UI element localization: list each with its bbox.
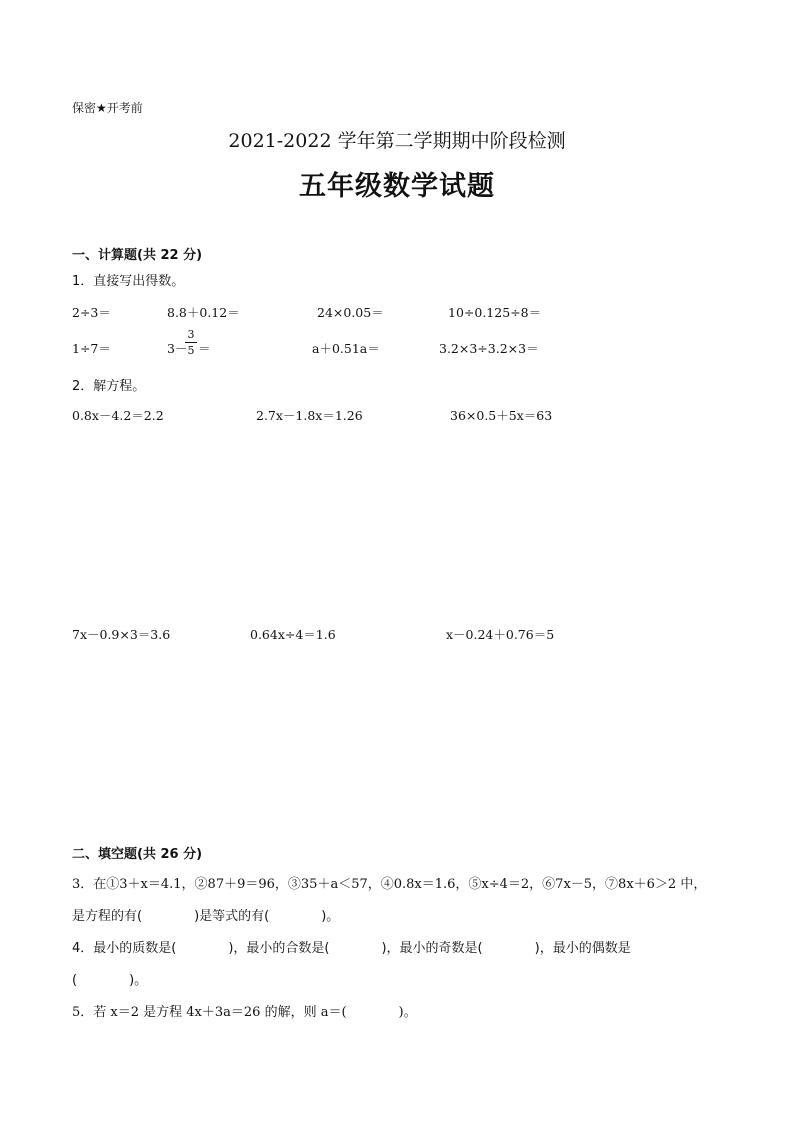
fraction-numerator: 3 [187, 328, 195, 341]
q2-equation-2: 2.7x－1.8x＝1.26 [256, 408, 363, 423]
question-4-line-2: ( )。 [72, 973, 148, 988]
q2-equation-3: 36×0.5＋5x＝63 [450, 408, 553, 423]
q2-equation-6: x－0.24＋0.76＝5 [446, 627, 555, 642]
q1-expr-8: 3.2×3÷3.2×3＝ [439, 341, 539, 356]
section-1-heading: 一、计算题(共 22 分) [72, 248, 203, 263]
fraction-denominator: 5 [187, 344, 195, 357]
q1-expr-6: 3－ [167, 341, 188, 356]
section-2-heading: 二、填空题(共 26 分) [72, 847, 203, 862]
q1-expr-3: 24×0.05＝ [317, 305, 384, 320]
question-1-prompt: 1．直接写出得数。 [72, 274, 185, 289]
question-2-prompt: 2．解方程。 [72, 379, 146, 394]
fraction-bar [185, 342, 197, 343]
q1-expr-7: a＋0.51a＝ [312, 341, 380, 356]
question-3-line-1: 3．在①3＋x＝4.1，②87＋9＝96，③35＋a＜57，④0.8x＝1.6，⑤x÷4＝2，⑥7x－5，⑦8x＋6＞2 中， [72, 877, 707, 892]
question-5-line-1: 5．若 x＝2 是方程 4x＋3a＝26 的解，则 a＝( )。 [72, 1005, 417, 1020]
q1-expr-2: 8.8＋0.12＝ [167, 305, 240, 320]
q2-equation-4: 7x－0.9×3＝3.6 [72, 627, 171, 642]
q1-expr-4: 10÷0.125÷8＝ [448, 305, 542, 320]
q1-expr-5: 1÷7＝ [72, 341, 111, 356]
exam-subtitle: 2021-2022 学年第二学期期中阶段检测 [228, 130, 566, 152]
question-4-line-1: 4．最小的质数是( )，最小的合数是( )，最小的奇数是( )，最小的偶数是 [72, 941, 631, 956]
exam-title: 五年级数学试题 [299, 171, 495, 202]
question-3-line-2: 是方程的有( )是等式的有( )。 [72, 909, 340, 924]
q1-fraction-equals: ＝ [198, 341, 211, 356]
q2-equation-5: 0.64x÷4＝1.6 [250, 627, 336, 642]
q2-equation-1: 0.8x－4.2＝2.2 [72, 408, 164, 423]
q1-expr-1: 2÷3＝ [72, 305, 111, 320]
q1-fraction [184, 328, 198, 357]
confidential-label: 保密★开考前 [72, 101, 143, 115]
